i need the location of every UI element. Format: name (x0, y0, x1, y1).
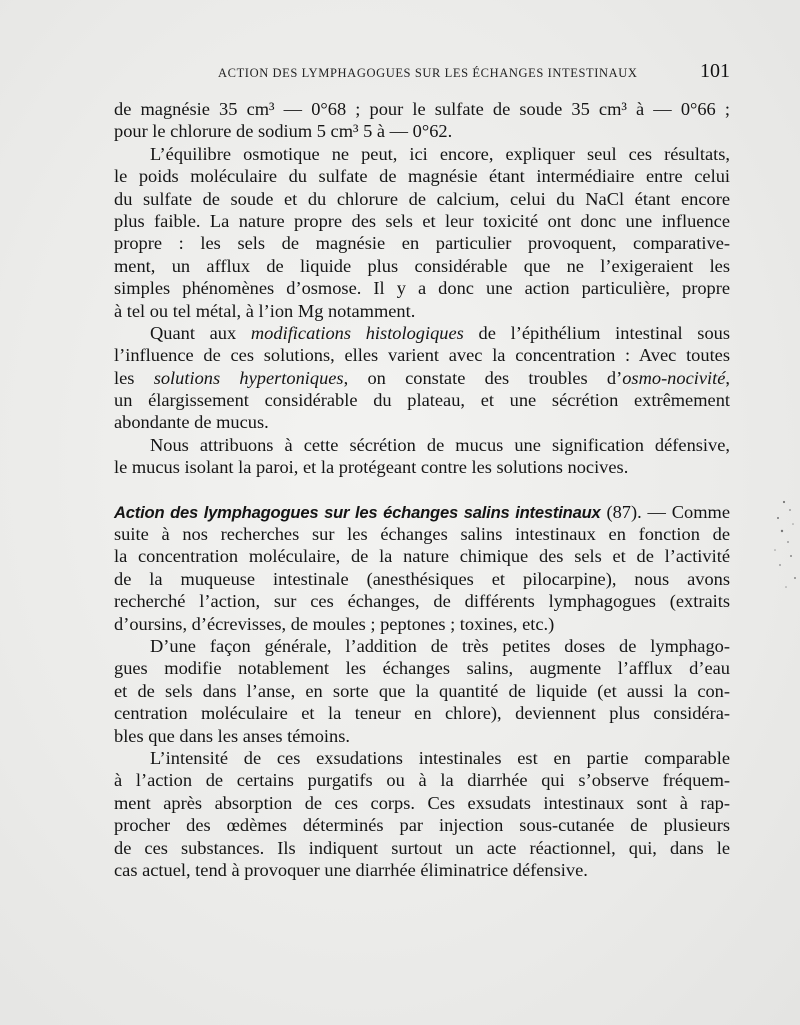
italic-term: solutions hypertoniques (153, 367, 344, 388)
section-spacer (114, 479, 730, 501)
text-line: gues modifie notablement les échanges salins, augmente l’afflux d’eau (114, 658, 730, 679)
text-line: de magnésie 35 cm³ — 0°68 ; pour le sulfate de soude 35 cm³ à — 0°66 ; (114, 99, 730, 119)
text-line: ment, un afflux de liquide plus considérable que ne l’exigeraient les (114, 255, 730, 276)
text-line: et de sels dans l’anse, en sorte que la quantité de liquide (et aussi la con- (114, 680, 730, 701)
paragraph-osmotic-equilibrium (114, 143, 730, 322)
text-line (114, 322, 730, 344)
text-line: d’oursins, d’écrevisses, de moules ; peptones ; toxines, etc.) (114, 613, 555, 634)
text-run: , on constate des troubles d’ (343, 367, 623, 388)
text-line: de ces substances. Ils indiquent surtout un acte réactionnel, qui, dans le (114, 837, 730, 858)
text-line: pour le chlorure de sodium 5 cm³ 5 à — 0°62. (114, 121, 453, 142)
text-line: le poids moléculaire du sulfate de magnésie étant intermédiaire entre celui (114, 166, 730, 187)
paragraph-lymphagogue-effects (114, 635, 730, 747)
text-line: à tel ou tel métal, à l’ion Mg notamment. (114, 300, 416, 321)
text-line: ment après absorption de ces corps. Ces exsudats intestinaux sont à rap- (114, 792, 730, 813)
text-line: bles que dans les anses témoins. (114, 725, 350, 746)
text-line: propre : les sels de magnésie en particulier provoquent, comparative- (114, 233, 730, 254)
text-line (114, 367, 730, 389)
text-line: de la muqueuse intestinale (anesthésiques et pilocarpine), nous avons (114, 568, 730, 589)
text-line: le mucus isolant la paroi, et la protégeant contre les solutions nocives. (114, 457, 629, 478)
text-line: L’intensité de ces exsudations intestinales est en partie comparable (150, 747, 730, 768)
text-line: un élargissement considérable du plateau, et une sécrétion extrêmement (114, 390, 730, 411)
section-lymphagogues (114, 501, 730, 635)
text-line: cas actuel, tend à provoquer une diarrhée éliminatrice défensive. (114, 859, 588, 880)
text-run: (87). — Comme (600, 501, 730, 522)
section-heading: Action des lymphagogues sur les échanges salins intestinaux (114, 502, 601, 522)
text-line: du sulfate de soude et du chlorure de calcium, celui du NaCl étant encore (114, 188, 730, 209)
text-line: centration moléculaire et la teneur en chlore), deviennent plus considéra- (114, 703, 730, 724)
text-line: abondante de mucus. (114, 412, 269, 433)
text-line: procher des œdèmes déterminés par injection sous-cutanée de plusieurs (114, 815, 730, 836)
page-number: 101 (700, 60, 730, 82)
text-line: suite à nos recherches sur les échanges salins intestinaux en fonction de (114, 524, 730, 545)
text-line: à l’action de certains purgatifs ou à la diarrhée qui s’observe fréquem- (114, 770, 730, 791)
text-line: recherché l’action, sur ces échanges, de différents lymphagogues (extraits (114, 591, 730, 612)
body-text (114, 98, 730, 881)
text-line: L’équilibre osmotique ne peut, ici encore, expliquer seul ces résultats, (150, 143, 730, 164)
text-run: de l’épithélium intestinal sous (463, 322, 731, 343)
paragraph-continuation (114, 98, 730, 143)
text-run: , (725, 367, 731, 388)
text-line: D’une façon générale, l’addition de très petites doses de lymphago- (150, 635, 730, 656)
paragraph-mucus-secretion (114, 434, 730, 479)
text-line: la concentration moléculaire, de la nature chimique des sels et de l’activité (114, 546, 730, 567)
text-line: simples phénomènes d’osmose. Il y a donc une action particulière, propre (114, 278, 730, 299)
italic-term: modifications histologiques (250, 322, 464, 343)
text-run: Quant aux (150, 322, 251, 343)
paragraph-exsudations (114, 747, 730, 881)
paragraph-histological-changes (114, 322, 730, 434)
scan-speckle-marks (760, 490, 800, 600)
italic-term: osmo-nocivité (622, 367, 726, 388)
text-line: Nous attribuons à cette sécrétion de mucus une signification défensive, (150, 434, 730, 455)
text-line: plus faible. La nature propre des sels et leur toxicité ont donc une influence (114, 210, 730, 231)
running-title: ACTION DES LYMPHAGOGUES SUR LES ÉCHANGES INTESTINAUX (218, 66, 638, 80)
text-line: l’influence de ces solutions, elles varient avec la concentration : Avec toutes (114, 345, 730, 366)
text-run: les (114, 367, 154, 388)
section-heading-line (114, 501, 730, 523)
